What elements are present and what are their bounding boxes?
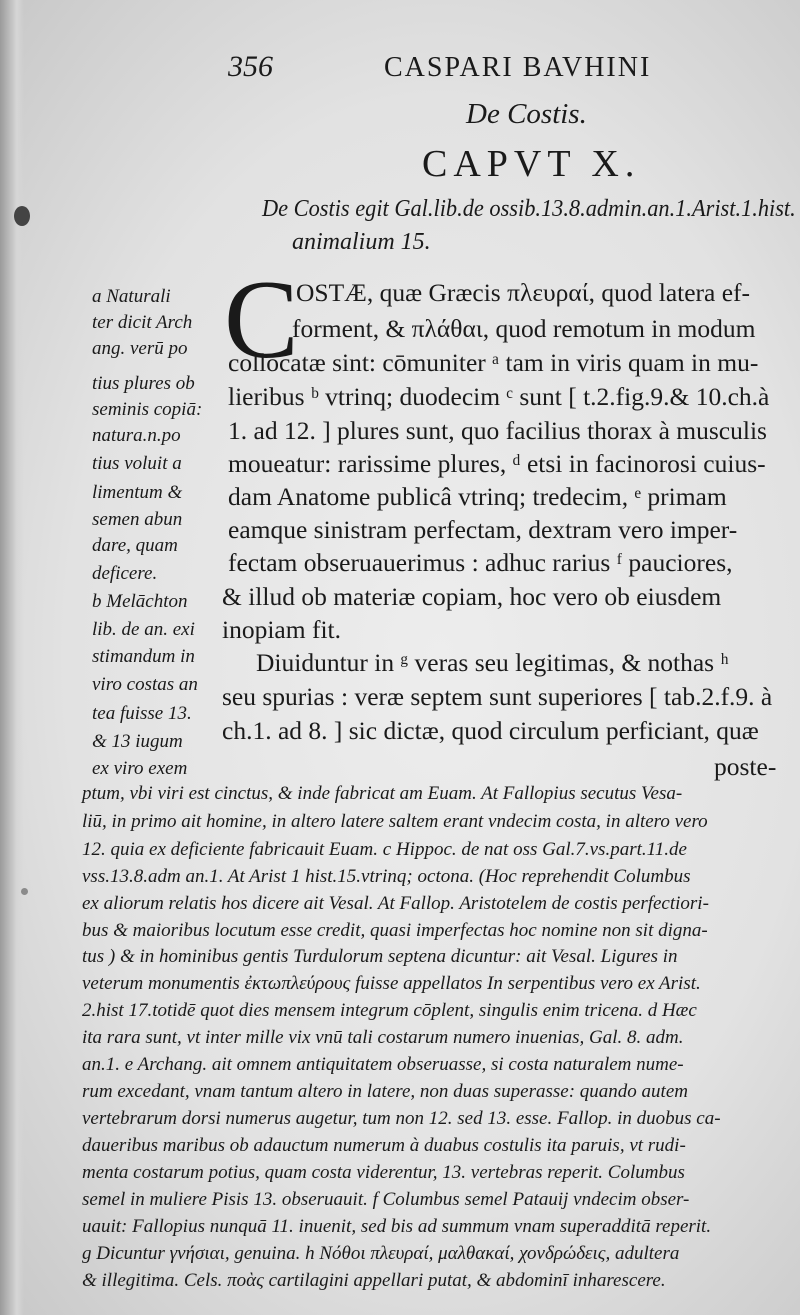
footnote-line: ita rara sunt, vt inter mille vix vnū tali costarum numero inuenias, Gal. 8. adm. <box>82 1027 684 1048</box>
chapter-subtitle: De Costis. <box>466 98 587 130</box>
footnote-line: menta costarum potius, quam costa viderentur, 13. vertebras reperit. Columbus <box>82 1162 685 1183</box>
chapter-heading: CAPVT X. <box>422 143 641 185</box>
footnote-line: daueribus maribus ob adauctum numerum à duabus costulis ita paruis, vt rudi- <box>82 1135 686 1156</box>
body-line: inopiam fit. <box>222 615 341 644</box>
margin-note-line: natura.n.po <box>92 425 181 446</box>
footnote-line: vertebrarum dorsi numerus augetur, tum non 12. sed 13. esse. Fallop. in duobus ca- <box>82 1108 721 1129</box>
ink-speck <box>21 888 28 895</box>
ink-blot <box>14 206 30 226</box>
body-line: seu spurias : veræ septem sunt superiores [ tab.2.f.9. à <box>222 682 773 711</box>
body-line: moueatur: rarissime plures, ᵈ etsi in facinorosi cuius- <box>228 449 766 478</box>
body-line: eamque sinistram perfectam, dextram vero imper- <box>228 515 738 544</box>
margin-note-line: stimandum in <box>92 646 195 667</box>
body-line: lieribus ᵇ vtrinq; duodecim ᶜ sunt [ t.2.fig.9.& 10.ch.à <box>228 382 770 411</box>
margin-note-line: dare, quam <box>92 535 178 556</box>
margin-note-line: & 13 iugum <box>92 731 183 752</box>
footnote-line: vss.13.8.adm an.1. At Arist 1 hist.15.vtrinq; octona. (Hoc reprehendit Columbus <box>82 866 691 887</box>
footnote-line: ex aliorum relatis hos dicere ait Vesal. At Fallop. Aristotelem de costis perfectiori- <box>82 893 709 914</box>
footnote-line: bus & maioribus locutum esse credit, quasi imperfectas hoc nomine non sit digna- <box>82 920 708 941</box>
margin-note-line: ter dicit Arch <box>92 312 193 333</box>
page-number: 356 <box>228 50 273 83</box>
body-line: & illud ob materiæ copiam, hoc vero ob eiusdem <box>222 582 722 611</box>
footnote-line: rum excedant, vnam tantum altero in latere, non duas superasse: quando autem <box>82 1081 688 1102</box>
body-line: collocatæ sint: cōmuniter ᵃ tam in viris quam in mu- <box>228 348 759 377</box>
margin-note-line: tea fuisse 13. <box>92 703 192 724</box>
footnote-line: veterum monumentis ἐκτωπλεύρους fuisse appellatos In serpentibus vero ex Arist. <box>82 973 701 994</box>
body-line: forment, & πλάθαι, quod remotum in modum <box>292 314 756 343</box>
margin-note-line: limentum & <box>92 482 183 503</box>
body-line: Diuiduntur in ᵍ veras seu legitimas, & nothas ʰ <box>256 648 729 677</box>
margin-note-line: lib. de an. exi <box>92 619 195 640</box>
footnote-line: 12. quia ex deficiente fabricauit Euam. c Hippoc. de nat oss Gal.7.vs.part.11.de <box>82 839 687 860</box>
footnote-line: liū, in primo ait homine, in altero latere saltem erant vndecim costa, in altero vero <box>82 811 708 832</box>
body-line: 1. ad 12. ] plures sunt, quo facilius thorax à musculis <box>228 416 767 445</box>
reference-line: animalium 15. <box>292 229 431 255</box>
footnote-line: uauit: Fallopius nunquā 11. inuenit, sed bis ad summum vnam superadditā reperit. <box>82 1216 712 1237</box>
footnote-line: & illegitima. Cels. ποὰς cartilagini appellari putat, & abdominī inharescere. <box>82 1270 666 1291</box>
reference-line: De Costis egit Gal.lib.de ossib.13.8.admin.an.1.Arist.1.hist. <box>262 196 796 222</box>
running-head-author: CASPARI BAVHINI <box>384 52 652 83</box>
footnote-line: g Dicuntur γνήσιαι, genuina. h Νόθοι πλευραί, μαλθακαί, χονδρώδεις, adultera <box>82 1243 680 1264</box>
margin-note-line: tius plures ob <box>92 373 195 394</box>
margin-note-line: ang. verū po <box>92 338 188 359</box>
margin-note-line: ex viro exem <box>92 758 188 779</box>
footnote-line: 2.hist 17.totidē quot dies mensem integrum cōplent, singulis enim tricena. d Hæc <box>82 1000 697 1021</box>
footnote-line: ptum, vbi viri est cinctus, & inde fabricat am Euam. At Fallopius secutus Vesa- <box>82 783 683 804</box>
footnote-line: an.1. e Archang. ait omnem antiquitatem obseruasse, si costa naturalem nume- <box>82 1054 684 1075</box>
page-edge-shadow <box>0 0 24 1315</box>
footnote-line: semel in muliere Pisis 13. obseruauit. f Columbus semel Patauij vndecim obser- <box>82 1189 690 1210</box>
body-line: OSTÆ, quæ Græcis πλευραί, quod latera ef- <box>296 278 751 307</box>
catchword: poste- <box>714 752 777 781</box>
body-line: dam Anatome publicâ vtrinq; tredecim, ᵉ primam <box>228 482 727 511</box>
margin-note-line: tius voluit a <box>92 453 182 474</box>
footnote-line: tus ) & in hominibus gentis Turdulorum septena dicuntur: ait Vesal. Ligures in <box>82 946 678 967</box>
margin-note-line: a Naturali <box>92 286 171 307</box>
margin-note-line: b Melāchton <box>92 591 188 612</box>
drop-cap: C <box>224 258 299 382</box>
body-line: fectam obseruauerimus : adhuc rarius ᶠ pauciores, <box>228 548 733 577</box>
margin-note-line: seminis copiā: <box>92 399 203 420</box>
margin-note-line: viro costas an <box>92 674 198 695</box>
body-line: ch.1. ad 8. ] sic dictæ, quod circulum perficiant, quæ <box>222 716 759 745</box>
margin-note-line: semen abun <box>92 509 183 530</box>
margin-note-line: deficere. <box>92 563 158 584</box>
